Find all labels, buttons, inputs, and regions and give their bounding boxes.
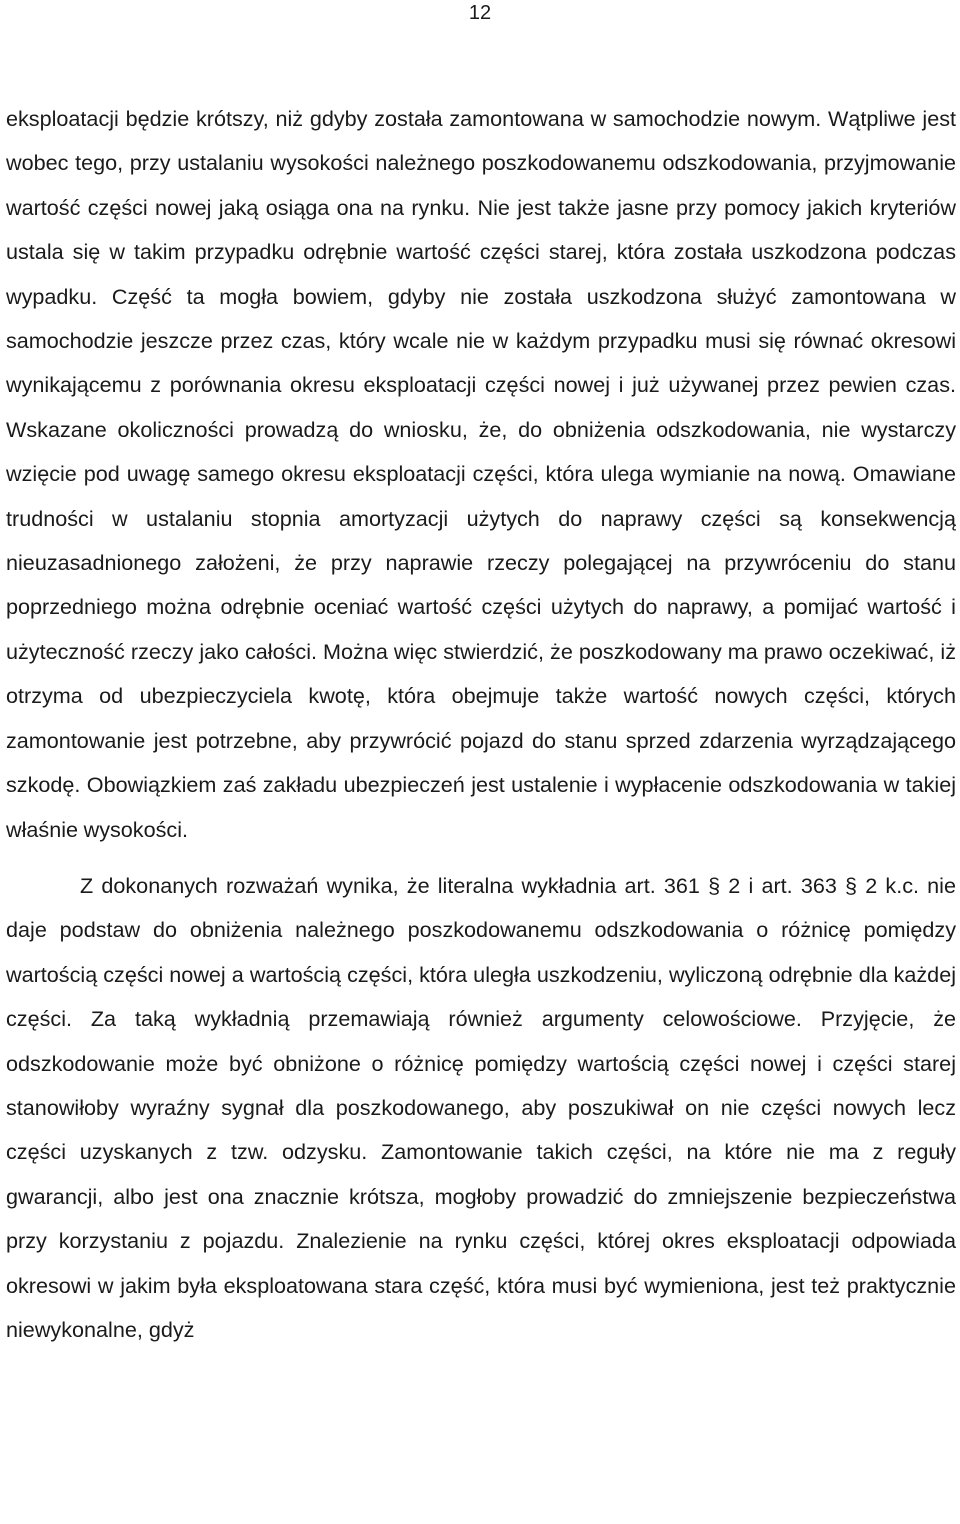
page-body <box>6 97 956 1352</box>
body-paragraph: Z dokonanych rozważań wynika, że literalna wykładnia art. 361 § 2 i art. 363 § 2 k.c. nie daje podstaw do obniżenia należnego poszkodowanemu odszkodowania o różnicę pomiędzy wartością części nowej a wartością części, która uległa uszkodzeniu, wyliczoną odrębnie dla każdej części. Za taką wykładnią przemawiają również argumenty celowościowe. Przyjęcie, że odszkodowanie może być obniżone o różnicę pomiędzy wartością części nowej i części starej stanowiłoby wyraźny sygnał dla poszkodowanego, aby poszukiwał on nie części nowych lecz części uzyskanych z tzw. odzysku. Zamontowanie takich części, na które nie ma z reguły gwarancji, albo jest ona znacznie krótsza, mogłoby prowadzić do zmniejszenie bezpieczeństwa przy korzystaniu z pojazdu. Znalezienie na rynku części, której okres eksploatacji odpowiada okresowi w jakim była eksploatowana stara część, która musi być wymieniona, jest też praktycznie niewykonalne, gdyż <box>6 872 956 1342</box>
body-paragraph: eksploatacji będzie krótszy, niż gdyby została zamontowana w samochodzie nowym. Wątpliwe jest wobec tego, przy ustalaniu wysokości należnego poszkodowanemu odszkodowania, przyjmowanie wartość części nowej jaką osiąga ona na rynku. Nie jest także jasne przy pomocy jakich kryteriów ustala się w takim przypadku odrębnie wartość części starej, która została uszkodzona podczas wypadku. Część ta mogła bowiem, gdyby nie została uszkodzona służyć zamontowana w samochodzie jeszcze przez czas, który wcale nie w każdym przypadku musi się równać okresowi wynikającemu z porównania okresu eksploatacji części nowej i już używanej przez pewien czas. Wskazane okoliczności prowadzą do wniosku, że, do obniżenia odszkodowania, nie wystarczy wzięcie pod uwagę samego okresu eksploatacji części, która ulega wymianie na nową. Omawiane trudności w ustalaniu stopnia amortyzacji użytych do naprawy części są konsekwencją nieuzasadnionego założeni, że przy naprawie rzeczy polegającej na przywróceniu do stanu poprzedniego można odrębnie oceniać wartość części użytych do naprawy, a pomijać wartość i użyteczność rzeczy jako całości. Można więc stwierdzić, że poszkodowany ma prawo oczekiwać, iż otrzyma od ubezpieczyciela kwotę, która obejmuje także wartość nowych części, których zamontowanie jest potrzebne, aby przywrócić pojazd do stanu sprzed zdarzenia wyrządzającego szkodę. Obowiązkiem zaś zakładu ubezpieczeń jest ustalenie i wypłacenie odszkodowania w takiej właśnie wysokości. <box>6 106 956 842</box>
page-number: 12 <box>468 2 492 24</box>
